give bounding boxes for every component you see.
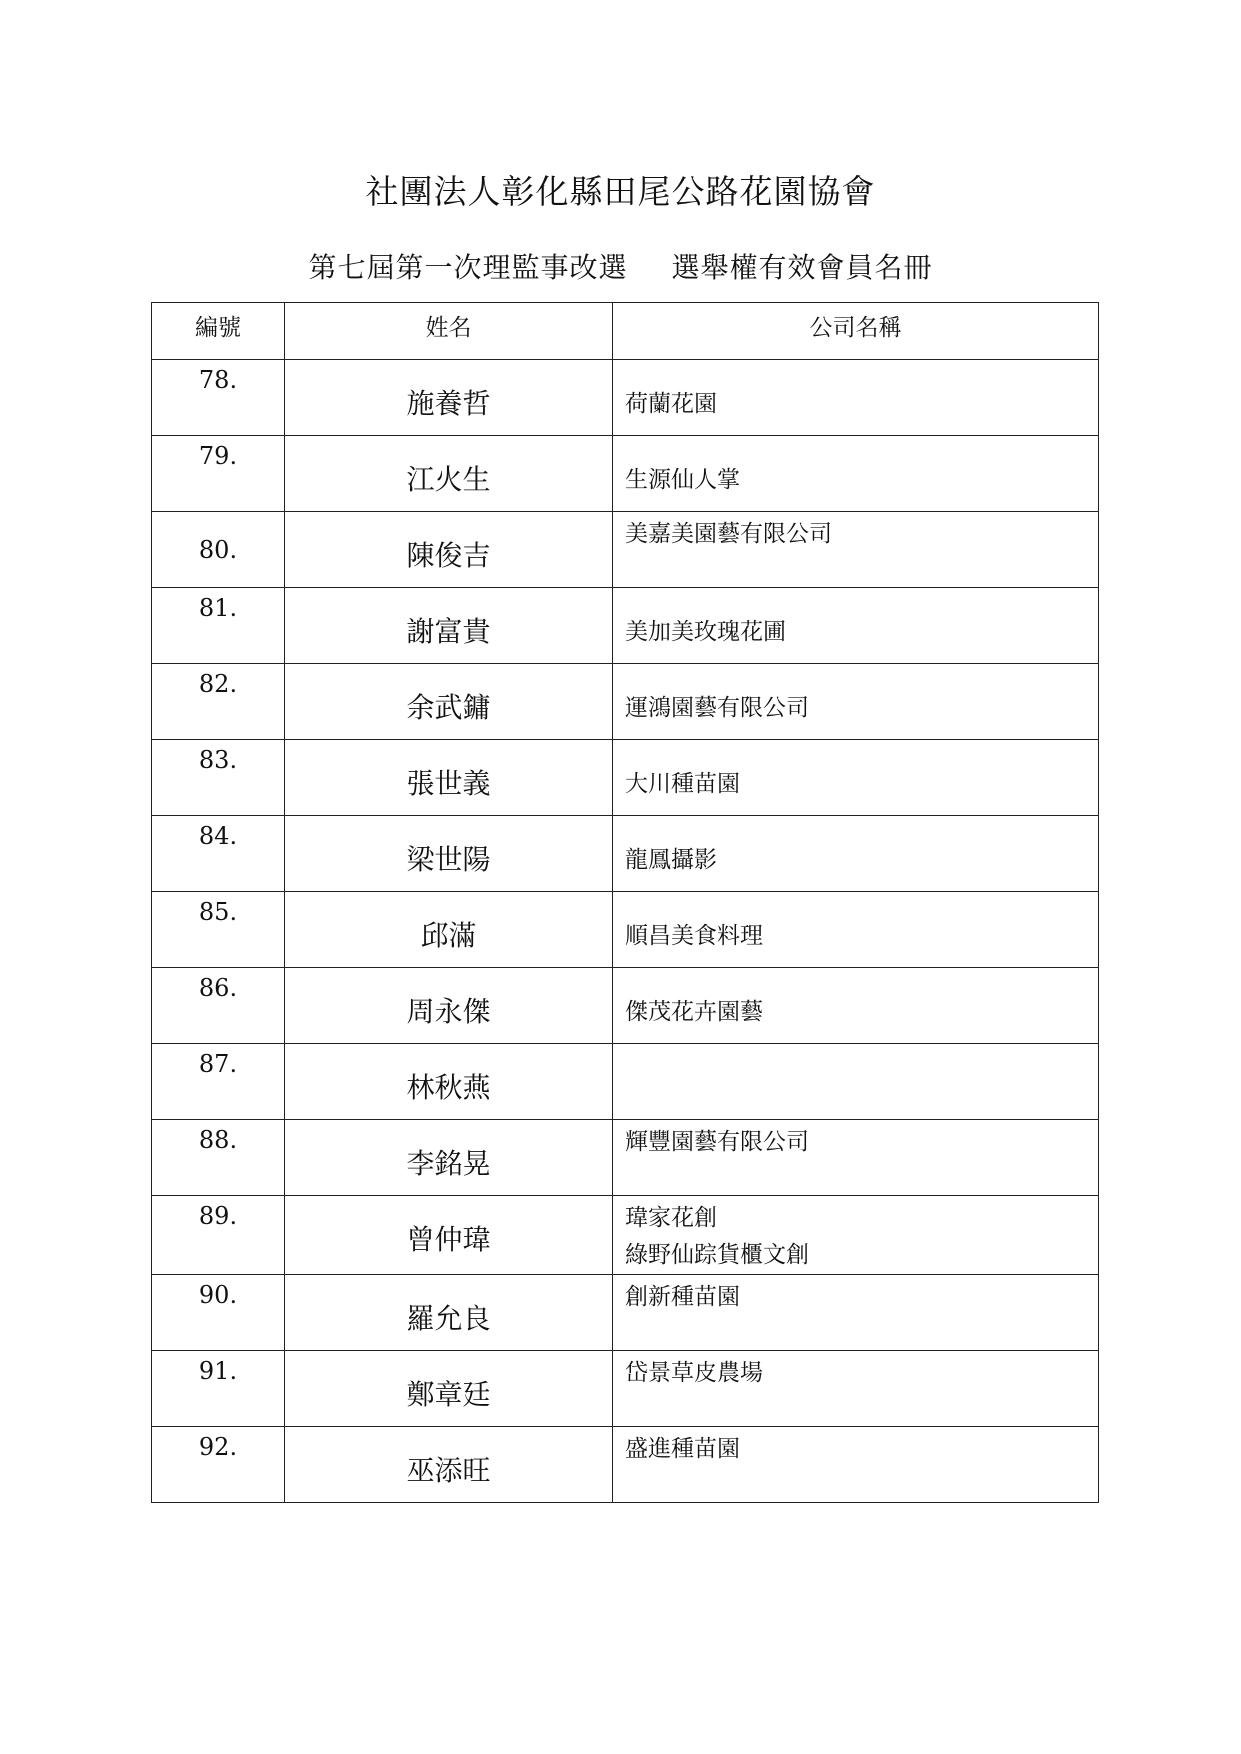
company-name: 美嘉美園藝有限公司	[625, 521, 832, 547]
header-name: 姓名	[285, 303, 613, 360]
member-number: 82.	[152, 664, 285, 740]
table-row	[152, 1351, 1099, 1427]
member-name: 周永傑	[285, 968, 613, 1044]
company-name: 荷蘭花園	[625, 391, 717, 417]
member-name: 羅允良	[285, 1275, 613, 1351]
table-row	[152, 664, 1099, 740]
table-row	[152, 588, 1099, 664]
table-row	[152, 1196, 1099, 1275]
table-row	[152, 892, 1099, 968]
member-number: 84.	[152, 816, 285, 892]
table-row	[152, 1044, 1099, 1120]
member-number: 90.	[152, 1275, 285, 1351]
member-company	[613, 968, 1099, 1044]
member-name: 鄭章廷	[285, 1351, 613, 1427]
table-row	[152, 1120, 1099, 1196]
member-company	[613, 512, 1099, 588]
company-name: 創新種苗園	[625, 1284, 740, 1310]
member-number: 88.	[152, 1120, 285, 1196]
member-number: 80.	[152, 512, 285, 588]
company-name: 運鴻園藝有限公司	[625, 695, 809, 721]
table-row	[152, 360, 1099, 436]
member-company	[613, 1275, 1099, 1351]
company-name: 大川種苗園	[625, 771, 740, 797]
member-number: 79.	[152, 436, 285, 512]
member-table	[151, 302, 1099, 1503]
member-name: 李銘晃	[285, 1120, 613, 1196]
member-company	[613, 1196, 1099, 1275]
member-number: 92.	[152, 1427, 285, 1503]
company-name: 輝豐園藝有限公司	[625, 1129, 809, 1155]
company-name: 生源仙人掌	[625, 467, 740, 493]
member-company	[613, 892, 1099, 968]
member-company	[613, 588, 1099, 664]
table-row	[152, 816, 1099, 892]
company-name: 順昌美食料理	[625, 923, 763, 949]
member-name: 江火生	[285, 436, 613, 512]
member-company	[613, 1120, 1099, 1196]
subtitle-election: 第七屆第一次理監事改選	[308, 251, 628, 284]
company-name: 美加美玫瑰花圃	[625, 619, 786, 645]
member-number: 83.	[152, 740, 285, 816]
member-name: 施養哲	[285, 360, 613, 436]
member-company	[613, 740, 1099, 816]
member-number: 86.	[152, 968, 285, 1044]
member-name: 張世義	[285, 740, 613, 816]
member-number: 85.	[152, 892, 285, 968]
table-row	[152, 968, 1099, 1044]
member-name: 余武鏞	[285, 664, 613, 740]
member-company	[613, 360, 1099, 436]
member-company	[613, 436, 1099, 512]
company-name: 龍鳳攝影	[625, 847, 717, 873]
member-name: 邱滿	[285, 892, 613, 968]
member-company	[613, 1351, 1099, 1427]
document-subtitle	[0, 246, 1241, 286]
document-title: 社團法人彰化縣田尾公路花園協會	[365, 172, 876, 211]
company-name: 傑茂花卉園藝	[625, 999, 763, 1025]
member-company	[613, 1044, 1099, 1120]
member-company	[613, 664, 1099, 740]
company-name: 瑋家花創	[625, 1205, 717, 1231]
header-number: 編號	[152, 303, 285, 360]
member-company	[613, 1427, 1099, 1503]
member-number: 91.	[152, 1351, 285, 1427]
table-row	[152, 512, 1099, 588]
member-number: 81.	[152, 588, 285, 664]
table-row	[152, 1275, 1099, 1351]
table-row	[152, 436, 1099, 512]
member-company	[613, 816, 1099, 892]
member-number: 89.	[152, 1196, 285, 1275]
subtitle-roster: 選舉權有效會員名冊	[671, 251, 933, 284]
member-name: 林秋燕	[285, 1044, 613, 1120]
member-number: 87.	[152, 1044, 285, 1120]
company-name: 盛進種苗園	[625, 1436, 740, 1462]
company-name: 岱景草皮農場	[625, 1360, 763, 1386]
table-row	[152, 740, 1099, 816]
table-row	[152, 1427, 1099, 1503]
header-company: 公司名稱	[613, 303, 1099, 360]
company-name: 綠野仙踪貨櫃文創	[625, 1242, 809, 1268]
table-header-row	[152, 303, 1099, 360]
member-number: 78.	[152, 360, 285, 436]
member-name: 梁世陽	[285, 816, 613, 892]
member-name: 陳俊吉	[285, 512, 613, 588]
member-name: 巫添旺	[285, 1427, 613, 1503]
member-name: 謝富貴	[285, 588, 613, 664]
member-name: 曾仲瑋	[285, 1196, 613, 1275]
